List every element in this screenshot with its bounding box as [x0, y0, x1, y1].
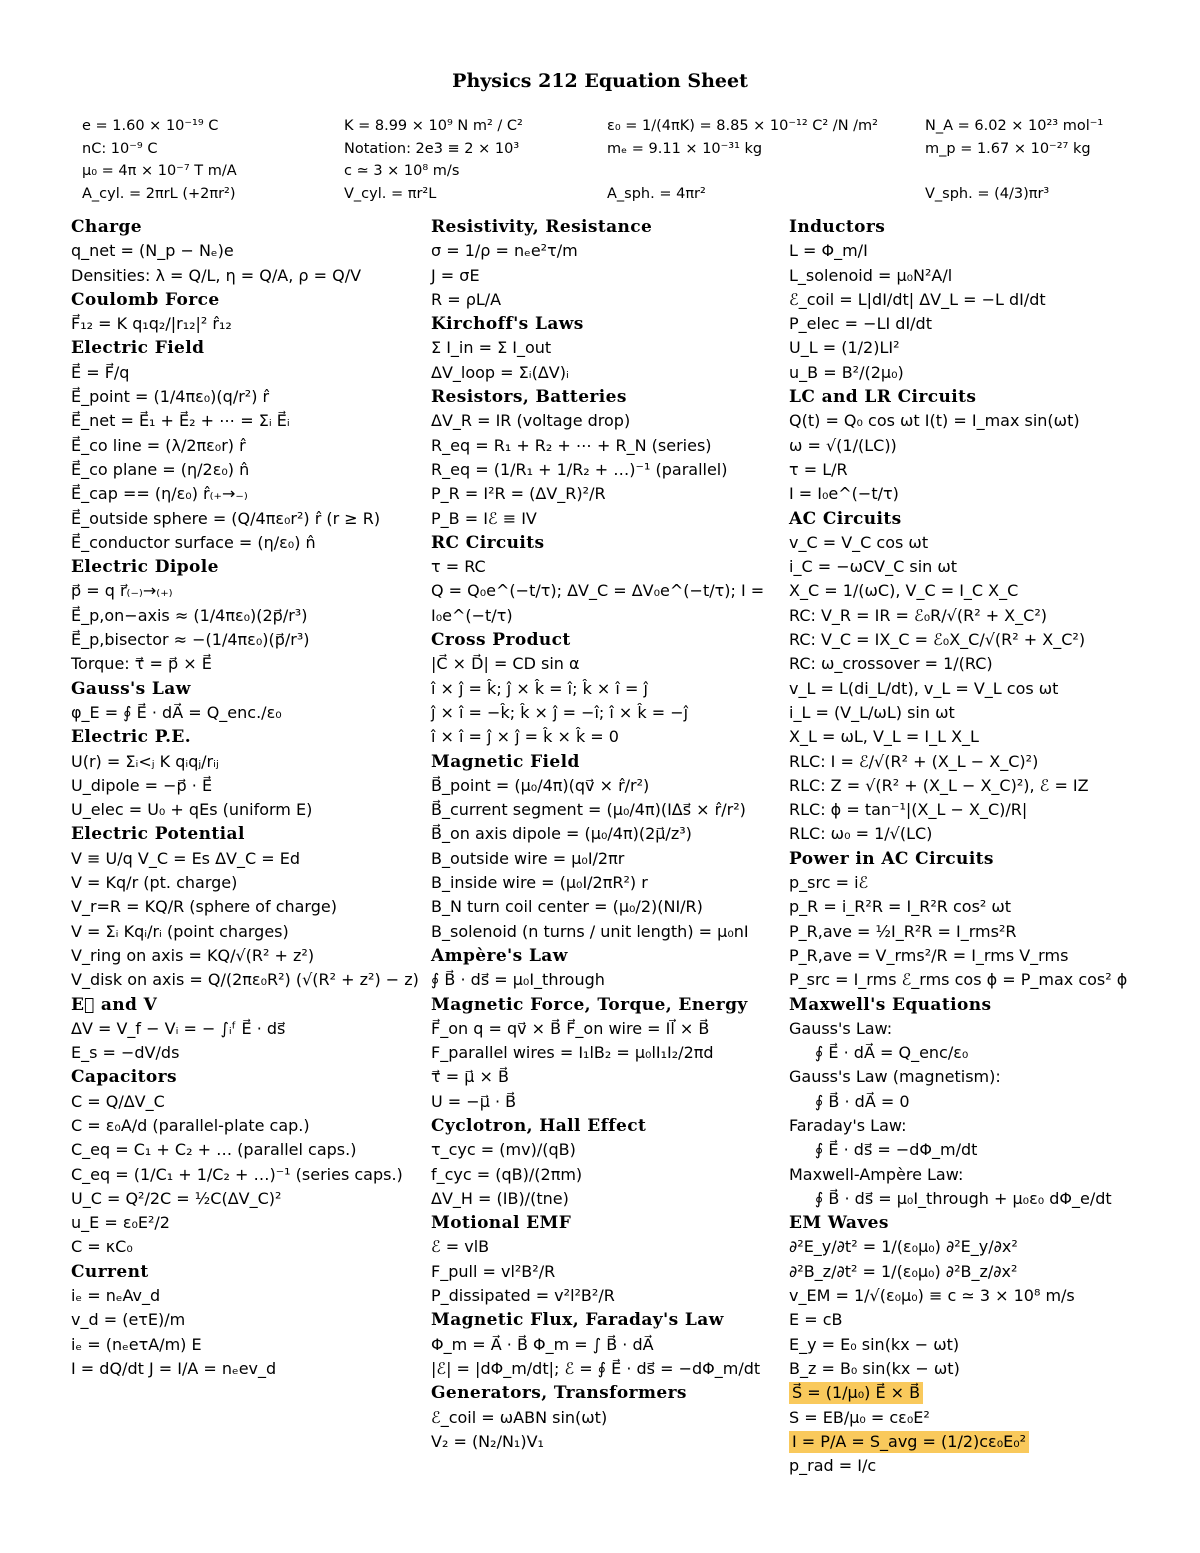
equation: E⃗_p,on−axis ≈ (1/4πε₀)(2p⃗/r³)	[71, 605, 308, 625]
equation: RC: V_C = IX_C = ℰ₀X_C/√(R² + X_C²)	[789, 630, 1086, 650]
section-resistors-batteries	[431, 385, 779, 531]
equation: τ = L/R	[789, 459, 848, 479]
section-heading: Capacitors	[71, 1067, 177, 1088]
equation: RLC: Z = √(R² + (X_L − X_C)²), ℰ = IZ	[789, 775, 1089, 795]
equation: ΔV_R = IR (voltage drop)	[431, 411, 631, 431]
equation: ω = √(1/(LC))	[789, 435, 897, 455]
section-heading: Gauss's Law	[71, 678, 191, 699]
section-heading: AC Circuits	[789, 508, 902, 529]
equation: B⃗_current segment = (μ₀/4π)(IΔs⃗ × r̂/r²)	[431, 800, 746, 820]
constant-proton-mass: m_p = 1.67 × 10⁻²⁷ kg	[925, 140, 1091, 157]
equation: ΔV_H = (IB)/(tne)	[431, 1188, 569, 1208]
constants-table	[82, 115, 1142, 205]
section-heading: Electric Potential	[71, 824, 245, 845]
equation: E⃗_cap == (η/ε₀) r̂₍₊→₋₎	[71, 484, 248, 504]
equation: Q(t) = Q₀ cos ωt I(t) = I_max sin(ωt)	[789, 411, 1080, 431]
equation: B⃗_on axis dipole = (μ₀/4π)(2μ⃗/z³)	[431, 824, 692, 844]
section-heading: Maxwell's Equations	[789, 994, 992, 1015]
equation: F⃗₁₂ = K q₁q₂/|r₁₂|² r̂₁₂	[71, 314, 232, 334]
equation: B⃗_point = (μ₀/4π)(qv⃗ × r̂/r²)	[431, 775, 650, 795]
equation: C = κC₀	[71, 1237, 133, 1257]
section-heading: LC and LR Circuits	[789, 387, 977, 408]
section-charge	[71, 215, 421, 288]
equation: P_src = I_rms ℰ_rms cos ϕ = P_max cos² ϕ	[789, 970, 1128, 990]
section-heading: Resistors, Batteries	[431, 387, 627, 408]
equation: V₂ = (N₂/N₁)V₁	[431, 1431, 544, 1451]
equation: E⃗_p,bisector ≈ −(1/4πε₀)(p⃗/r³)	[71, 630, 310, 650]
equation: ΔV = V_f − Vᵢ = − ∫ᵢᶠ E⃗ · ds⃗	[71, 1018, 286, 1038]
equation: Torque: τ⃗ = p⃗ × E⃗	[71, 654, 212, 674]
equation: E⃗_co line = (λ/2πε₀r) r̂	[71, 435, 246, 455]
section-gauss-s-law	[71, 677, 421, 726]
equation: RLC: I = ℰ/√(R² + (X_L − X_C)²)	[789, 751, 1039, 771]
section-em-waves	[789, 1211, 1139, 1478]
section-capacitors	[71, 1065, 421, 1259]
equation: Faraday's Law:	[789, 1115, 907, 1135]
equation: σ = 1/ρ = nₑe²τ/m	[431, 241, 578, 261]
equation: |ℰ| = |dΦ_m/dt|; ℰ = ∮ E⃗ · ds⃗ = −dΦ_m/dt	[431, 1358, 761, 1378]
equation: B_inside wire = (μ₀I/2πR²) r	[431, 873, 648, 893]
section-amp-re-s-law	[431, 944, 779, 993]
section-magnetic-flux-faraday-s-law	[431, 1308, 779, 1381]
equation	[789, 1381, 1139, 1405]
equation: p_R = i_R²R = I_R²R cos² ωt	[789, 897, 1012, 917]
constant-empty	[925, 160, 1142, 183]
equation: ∂²B_z/∂t² = 1/(ε₀μ₀) ∂²B_z/∂x²	[789, 1261, 1018, 1281]
equation: U_L = (1/2)LI²	[789, 338, 900, 358]
equation: P_elec = −LI dI/dt	[789, 314, 932, 334]
constant-sphere-area: A_sph. = 4πr²	[607, 185, 706, 202]
equation: î × î = ĵ × ĵ = k̂ × k̂ = 0	[431, 727, 619, 747]
equation: RC: V_R = IR = ℰ₀R/√(R² + X_C²)	[789, 605, 1047, 625]
equation: Maxwell-Ampère Law:	[789, 1164, 964, 1184]
equation: Gauss's Law:	[789, 1018, 893, 1038]
section-heading: Electric Dipole	[71, 557, 219, 578]
equation: ℰ = vlB	[431, 1237, 490, 1257]
equation: F_pull = vl²B²/R	[431, 1261, 556, 1281]
section-heading: Coulomb Force	[71, 289, 220, 310]
highlighted-equation: S⃗ = (1/μ₀) E⃗ × B⃗	[789, 1382, 923, 1404]
section-heading: Inductors	[789, 217, 886, 237]
section-heading: EM Waves	[789, 1213, 889, 1234]
equation: R_eq = R₁ + R₂ + ⋯ + R_N (series)	[431, 435, 712, 455]
section-coulomb-force	[71, 288, 421, 337]
constant-coulomb: K = 8.99 × 10⁹ N m² / C²	[344, 118, 523, 134]
equation: τ⃗ = μ⃗ × B⃗	[431, 1067, 509, 1087]
section-electric-potential	[71, 822, 421, 992]
equation: X_L = ωL, V_L = I_L X_L	[789, 727, 979, 747]
equation: Densities: λ = Q/L, η = Q/A, ρ = Q/V	[71, 265, 362, 285]
equation: p_src = iℰ	[789, 873, 869, 893]
constant-cylinder-area: A_cyl. = 2πrL (+2πr²)	[82, 185, 236, 202]
equation: p_rad = I/c	[789, 1456, 877, 1476]
equation: τ = RC	[431, 557, 486, 577]
equation: V ≡ U/q V_C = Es ΔV_C = Ed	[71, 848, 300, 868]
equation: ℰ_coil = L|dI/dt| ΔV_L = −L dI/dt	[789, 289, 1046, 309]
section-heading: Electric P.E.	[71, 727, 192, 748]
section-lc-and-lr-circuits	[789, 385, 1139, 506]
equation: p⃗ = q r⃗₍₋₎→₍₊₎	[71, 581, 173, 601]
equation: C = Q/ΔV_C	[71, 1091, 165, 1111]
equation: B_outside wire = μ₀I/2πr	[431, 848, 625, 868]
equation: ∮ E⃗ · ds⃗ = −dΦ_m/dt	[815, 1140, 978, 1160]
equation: i_C = −ωCV_C sin ωt	[789, 557, 958, 577]
section-heading: Motional EMF	[431, 1213, 572, 1234]
equation: F⃗_on q = qv⃗ × B⃗ F⃗_on wire = Il⃗ × B⃗	[431, 1018, 710, 1038]
section-inductors	[789, 215, 1139, 385]
equation: I = I₀e^(−t/τ)	[789, 484, 899, 504]
column-1	[71, 215, 421, 1381]
equation: B_z = B₀ sin(kx − ωt)	[789, 1358, 960, 1378]
equation: f_cyc = (qB)/(2πm)	[431, 1164, 583, 1184]
equation: E⃗_outside sphere = (Q/4πε₀r²) r̂ (r ≥ R)	[71, 508, 381, 528]
section-heading: E⃗ and V	[71, 994, 158, 1015]
section-rc-circuits	[431, 531, 779, 628]
equation: v_C = V_C cos ωt	[789, 532, 929, 552]
section-electric-field	[71, 336, 421, 555]
constant-permittivity: ε₀ = 1/(4πK) = 8.85 × 10⁻¹² C² /N /m²	[607, 118, 878, 134]
constant-cylinder-volume: V_cyl. = πr²L	[344, 185, 437, 202]
equation: Φ_m = A⃗ · B⃗ Φ_m = ∫ B⃗ · dA⃗	[431, 1334, 654, 1354]
equation: E⃗_conductor surface = (η/ε₀) n̂	[71, 532, 316, 552]
section-heading: Magnetic Field	[431, 751, 580, 772]
section-ac-circuits	[789, 507, 1139, 847]
equation: RLC: ω₀ = 1/√(LC)	[789, 824, 933, 844]
section-resistivity-resistance	[431, 215, 779, 312]
section-motional-emf	[431, 1211, 779, 1308]
equation: Σ I_in = Σ I_out	[431, 338, 552, 358]
equation: P_R = I²R = (ΔV_R)²/R	[431, 484, 606, 504]
equation	[789, 1430, 1139, 1454]
equation: R = ρL/A	[431, 289, 502, 309]
column-2	[431, 215, 779, 1454]
equation: iₑ = (nₑeτA/m) E	[71, 1334, 202, 1354]
equation: ∮ B⃗ · ds⃗ = μ₀I_through	[431, 970, 605, 990]
equation: v_L = L(di_L/dt), v_L = V_L cos ωt	[789, 678, 1059, 698]
equation: B_N turn coil center = (μ₀/2)(NI/R)	[431, 897, 703, 917]
equation: q_net = (N_p − Nₑ)e	[71, 241, 234, 261]
section-magnetic-force-torque-energy	[431, 993, 779, 1114]
equation: P_B = Iℰ ≡ IV	[431, 508, 537, 528]
equation: ℰ_coil = ωABN sin(ωt)	[431, 1407, 608, 1427]
constant-avogadro: N_A = 6.02 × 10²³ mol⁻¹	[925, 118, 1104, 134]
page-title: Physics 212 Equation Sheet	[452, 70, 748, 92]
section-kirchoff-s-laws	[431, 312, 779, 385]
section-electric-dipole	[71, 555, 421, 676]
equation: I = dQ/dt J = I/A = nₑev_d	[71, 1358, 277, 1378]
equation: U(r) = Σᵢ<ⱼ K qᵢqⱼ/rᵢⱼ	[71, 751, 219, 771]
constant-light-speed: c ≃ 3 × 10⁸ m/s	[344, 163, 460, 179]
equation: U_dipole = −p⃗ · E⃗	[71, 775, 213, 795]
section-heading: Cross Product	[431, 630, 571, 651]
section-heading: Magnetic Force, Torque, Energy	[431, 994, 748, 1015]
equation: ΔV_loop = Σᵢ(ΔV)ᵢ	[431, 362, 569, 382]
section-heading: Charge	[71, 217, 142, 237]
section-heading: Electric Field	[71, 338, 205, 359]
section-heading: Kirchoff's Laws	[431, 314, 584, 335]
equation: L_solenoid = μ₀N²A/l	[789, 265, 953, 285]
equation: φ_E = ∮ E⃗ · dA⃗ = Q_enc./ε₀	[71, 702, 282, 722]
highlighted-equation: I = P/A = S_avg = (1/2)cε₀E₀²	[789, 1431, 1029, 1453]
equation: ∂²E_y/∂t² = 1/(ε₀μ₀) ∂²E_y/∂x²	[789, 1237, 1018, 1257]
constant-electron-charge: e = 1.60 × 10⁻¹⁹ C	[82, 118, 219, 134]
equation: P_dissipated = v²l²B²/R	[431, 1286, 615, 1306]
equation: Q = Q₀e^(−t/τ); ΔV_C = ΔV₀e^(−t/τ); I = I₀e^(−t/τ)	[431, 581, 765, 625]
section-cyclotron-hall-effect	[431, 1114, 779, 1211]
equation: R_eq = (1/R₁ + 1/R₂ + …)⁻¹ (parallel)	[431, 459, 728, 479]
equation: U_elec = U₀ + qEs (uniform E)	[71, 800, 313, 820]
constant-notation: Notation: 2e3 ≡ 2 × 10³	[344, 140, 520, 157]
equation: v_EM = 1/√(ε₀μ₀) ≡ c ≃ 3 × 10⁸ m/s	[789, 1286, 1075, 1306]
constant-empty	[607, 160, 925, 183]
equation: RLC: ϕ = tan⁻¹|(X_L − X_C)/R|	[789, 800, 1028, 820]
equation: i_L = (V_L/ωL) sin ωt	[789, 702, 955, 722]
equation: u_B = B²/(2μ₀)	[789, 362, 904, 382]
equation: ∮ B⃗ · ds⃗ = μ₀I_through + μ₀ε₀ dΦ_e/dt	[815, 1188, 1112, 1208]
section-cross-product	[431, 628, 779, 749]
equation: V_ring on axis = KQ/√(R² + z²)	[71, 945, 315, 965]
constant-permeability: μ₀ = 4π × 10⁻⁷ T m/A	[82, 163, 237, 179]
section-heading: Cyclotron, Hall Effect	[431, 1115, 647, 1136]
equation: B_solenoid (n turns / unit length) = μ₀nI	[431, 921, 749, 941]
equation: |C⃗ × D⃗| = CD sin α	[431, 654, 580, 674]
section-current	[71, 1260, 421, 1381]
constant-sphere-volume: V_sph. = (4/3)πr³	[925, 185, 1050, 202]
equation: C = ε₀A/d (parallel-plate cap.)	[71, 1115, 310, 1135]
section-e-and-v	[71, 993, 421, 1066]
section-heading: Power in AC Circuits	[789, 848, 994, 869]
equation: v_d = (eτE)/m	[71, 1310, 186, 1330]
equation: P_R,ave = ½I_R²R = I_rms²R	[789, 921, 1017, 941]
equation: S = EB/μ₀ = cε₀E²	[789, 1407, 930, 1427]
equation: E_s = −dV/ds	[71, 1043, 180, 1063]
equation: ∮ B⃗ · dA⃗ = 0	[815, 1091, 910, 1111]
equation: u_E = ε₀E²/2	[71, 1213, 170, 1233]
equation: iₑ = nₑAv_d	[71, 1286, 161, 1306]
equation: E⃗_point = (1/4πε₀)(q/r²) r̂	[71, 387, 270, 407]
section-heading: Generators, Transformers	[431, 1383, 687, 1404]
section-maxwell-s-equations	[789, 993, 1139, 1212]
section-heading: Ampère's Law	[431, 945, 568, 966]
equation: RC: ω_crossover = 1/(RC)	[789, 654, 993, 674]
section-heading: Resistivity, Resistance	[431, 217, 653, 237]
equation: E_y = E₀ sin(kx − ωt)	[789, 1334, 960, 1354]
equation: ∮ E⃗ · dA⃗ = Q_enc/ε₀	[815, 1043, 969, 1063]
column-3	[789, 215, 1139, 1478]
equation: X_C = 1/(ωC), V_C = I_C X_C	[789, 581, 1019, 601]
equation: C_eq = (1/C₁ + 1/C₂ + …)⁻¹ (series caps.)	[71, 1164, 403, 1184]
equation: ĵ × î = −k̂; k̂ × ĵ = −î; î × k̂ = −ĵ	[431, 702, 689, 722]
equation: L = Φ_m/I	[789, 241, 868, 261]
equation: î × ĵ = k̂; ĵ × k̂ = î; k̂ × î = ĵ	[431, 678, 648, 698]
equation: V_disk on axis = Q/(2πε₀R²) (√(R² + z²) − z)	[71, 970, 419, 990]
equation: V = Σᵢ Kqᵢ/rᵢ (point charges)	[71, 921, 289, 941]
equation: E⃗_co plane = (η/2ε₀) n̂	[71, 459, 250, 479]
constant-electron-mass: mₑ = 9.11 × 10⁻³¹ kg	[607, 140, 763, 157]
equation: C_eq = C₁ + C₂ + … (parallel caps.)	[71, 1140, 357, 1160]
section-heading: Current	[71, 1261, 149, 1282]
equation: J = σE	[431, 265, 480, 285]
equation: E = cB	[789, 1310, 843, 1330]
equation: τ_cyc = (mv)/(qB)	[431, 1140, 576, 1160]
constant-nanocoulomb: nC: 10⁻⁹ C	[82, 140, 158, 157]
equation: E⃗ = F⃗/q	[71, 362, 130, 382]
equation: U = −μ⃗ · B⃗	[431, 1091, 517, 1111]
section-electric-p-e	[71, 725, 421, 822]
equation: V_r=R = KQ/R (sphere of charge)	[71, 897, 337, 917]
equation: V = Kq/r (pt. charge)	[71, 873, 238, 893]
equation: E⃗_net = E⃗₁ + E⃗₂ + ⋯ = Σᵢ E⃗ᵢ	[71, 411, 290, 431]
section-power-in-ac-circuits	[789, 847, 1139, 993]
equation: F_parallel wires = I₁lB₂ = μ₀lI₁I₂/2πd	[431, 1043, 714, 1063]
equation: P_R,ave = V_rms²/R = I_rms V_rms	[789, 945, 1069, 965]
section-heading: RC Circuits	[431, 532, 545, 553]
equation: U_C = Q²/2C = ½C(ΔV_C)²	[71, 1188, 282, 1208]
section-magnetic-field	[431, 750, 779, 944]
section-heading: Magnetic Flux, Faraday's Law	[431, 1310, 724, 1331]
equation: Gauss's Law (magnetism):	[789, 1067, 1001, 1087]
section-generators-transformers	[431, 1381, 779, 1454]
